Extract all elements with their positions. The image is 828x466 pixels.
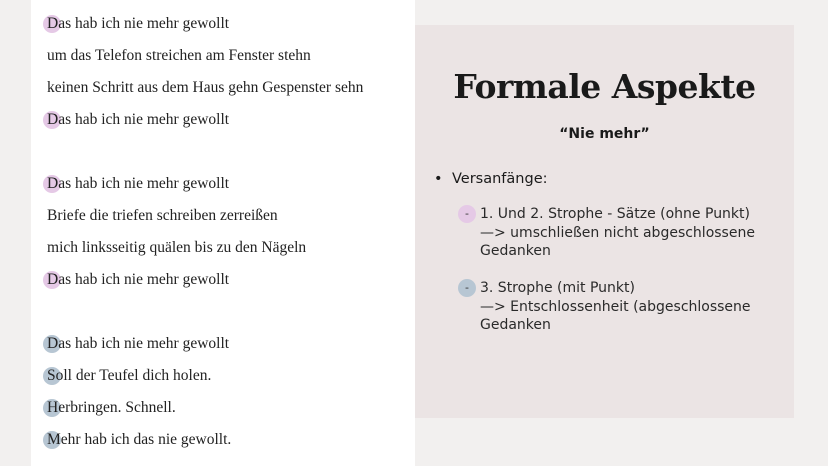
poem-line [47, 431, 231, 449]
poem-line-text: oll der Teufel dich holen. [55, 367, 212, 384]
poem-line-initial: H [47, 399, 59, 416]
pink-marker-chip: - [458, 205, 476, 223]
poem-line-text: as hab ich nie mehr gewollt [58, 335, 230, 352]
poem-line-text: as hab ich nie mehr gewollt [58, 271, 230, 288]
poem-line-initial: m [47, 239, 60, 256]
blue-marker-chip: - [458, 279, 476, 297]
poem-line-initial: D [47, 111, 59, 128]
poem-line [47, 367, 211, 385]
bullet-text: Versanfänge: [452, 171, 548, 187]
poem-line [47, 15, 229, 33]
poem-line-text: einen Schritt aus dem Haus gehn Gespenster sehn [54, 79, 364, 96]
slide-subtitle: “Nie mehr” [559, 126, 650, 142]
poem-line [47, 175, 229, 193]
poem-line-text: ich linksseitig quälen bis zu den Nägeln [59, 239, 307, 256]
slide-title: Formale Aspekte [453, 67, 756, 106]
poem-line [47, 79, 363, 97]
poem-line-initial: D [47, 271, 59, 288]
poem-line [47, 47, 311, 65]
sub-item-text: 3. Strophe (mit Punkt) —> Entschlossenheit (abgeschlossene Gedanken [480, 280, 751, 333]
poem-line [47, 335, 229, 353]
poem-line-initial: D [47, 335, 59, 352]
poem-line-initial: S [47, 367, 56, 384]
poem-panel [31, 0, 415, 466]
poem-line [47, 239, 306, 257]
poem-line-initial: D [47, 15, 59, 32]
poem-line-initial: D [47, 175, 59, 192]
poem-line-text: as hab ich nie mehr gewollt [58, 15, 230, 32]
bullet-mark: • [434, 171, 443, 187]
sub-item-text: 1. Und 2. Strophe - Sätze (ohne Punkt) —> umschließen nicht abgeschlossene Gedanken [480, 206, 755, 259]
bullet-item [434, 171, 548, 187]
poem-line-text: erbringen. Schnell. [58, 399, 176, 416]
poem-line-text: riefe die triefen schreiben zerreißen [57, 207, 278, 224]
poem-line-text: ehr hab ich das nie gewollt. [60, 431, 232, 448]
poem-line-initial: u [47, 47, 55, 64]
poem-line-text: m das Telefon streichen am Fenster stehn [54, 47, 311, 64]
poem-line-initial: k [47, 79, 55, 96]
poem-line-text: as hab ich nie mehr gewollt [58, 111, 230, 128]
poem-line-initial: M [47, 431, 61, 448]
slide-panel [415, 25, 794, 418]
sub-item-1 [458, 205, 788, 261]
poem-line-initial: B [47, 207, 58, 224]
poem-line [47, 207, 278, 225]
poem-line [47, 399, 176, 417]
poem-line [47, 271, 229, 289]
poem-line [47, 111, 229, 129]
sub-item-2 [458, 279, 788, 335]
poem-line-text: as hab ich nie mehr gewollt [58, 175, 230, 192]
